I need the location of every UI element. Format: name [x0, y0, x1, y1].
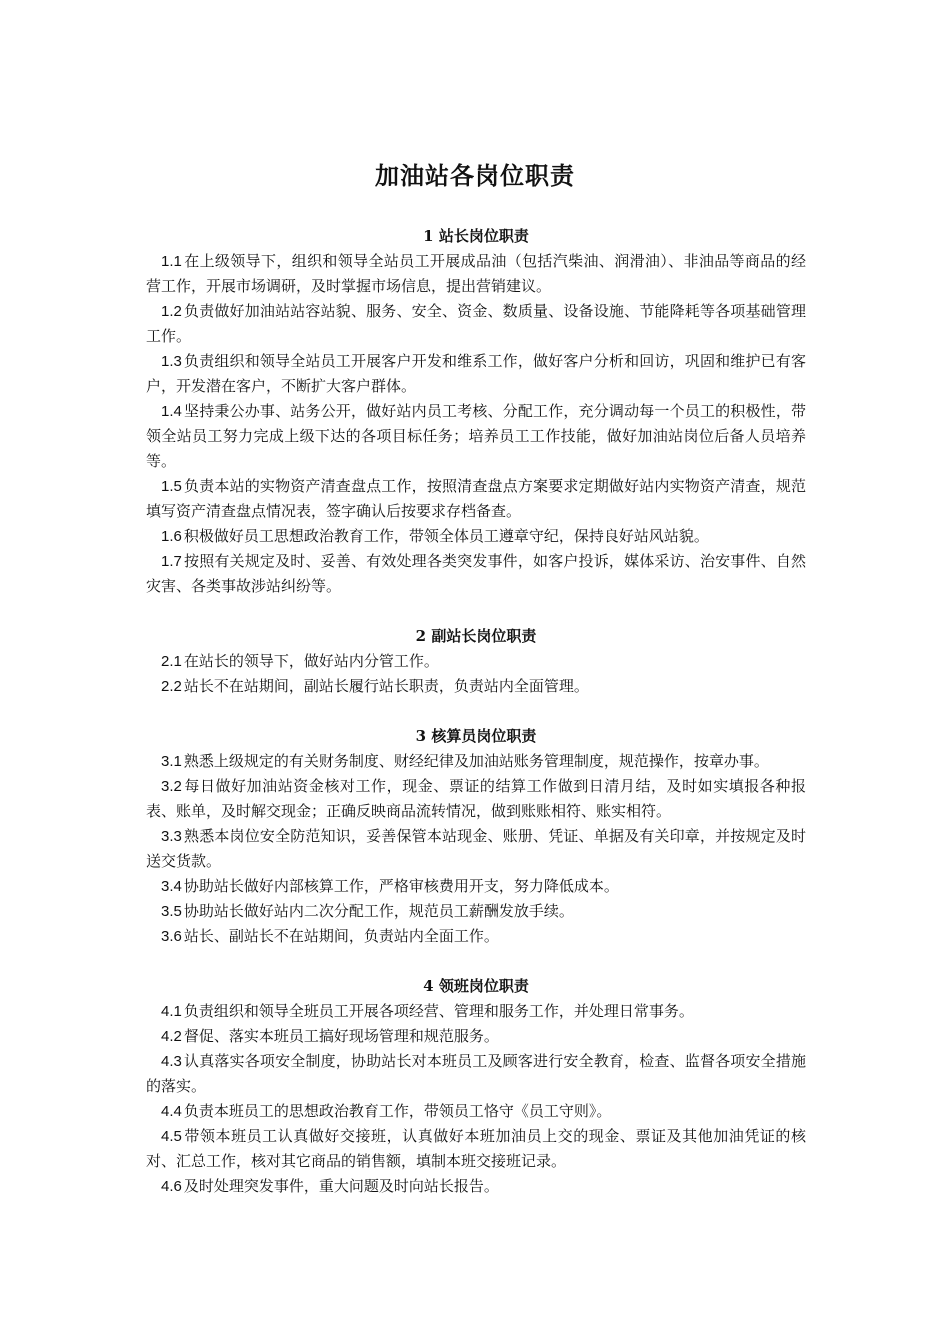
item-text: 负责做好加油站站容站貌、服务、安全、资金、数质量、设备设施、节能降耗等各项基础管理工作。 [146, 302, 806, 345]
item-number: 4.2 [161, 1028, 182, 1045]
item-number: 1.3 [161, 353, 182, 370]
item-number: 4.4 [161, 1103, 182, 1120]
item-text: 每日做好加油站资金核对工作，现金、票证的结算工作做到日清月结，及时如实填报各种报表、账单，及时解交现金；正确反映商品流转情况，做到账账相符、账实相符。 [146, 777, 806, 820]
item-number: 2.1 [161, 653, 182, 670]
list-item [146, 1174, 806, 1199]
item-text: 负责组织和领导全班员工开展各项经营、管理和服务工作，并处理日常事务。 [183, 1002, 694, 1020]
list-item [146, 1024, 806, 1049]
list-item [146, 349, 806, 399]
list-item [146, 824, 806, 874]
item-number: 3.6 [161, 928, 182, 945]
section-deputy-manager [146, 624, 806, 699]
section-heading: 3 核算员岗位职责 [415, 727, 537, 745]
section-heading: 2 副站长岗位职责 [415, 627, 537, 645]
document-body [146, 224, 806, 1199]
section-heading: 1 站长岗位职责 [423, 227, 529, 245]
list-item [146, 674, 806, 699]
item-number: 1.4 [161, 403, 182, 420]
list-item [146, 399, 806, 474]
item-number: 1.5 [161, 478, 182, 495]
section-spacer [146, 599, 806, 624]
item-number: 2.2 [161, 678, 182, 695]
item-text: 坚持秉公办事、站务公开，做好站内员工考核、分配工作，充分调动每一个员工的积极性，带领全站员工努力完成上级下达的各项目标任务；培养员工工作技能，做好加油站岗位后备人员培养等。 [146, 402, 806, 470]
list-item [146, 249, 806, 299]
section-spacer [146, 699, 806, 724]
item-number: 3.5 [161, 903, 182, 920]
list-item [146, 899, 806, 924]
list-item [146, 999, 806, 1024]
item-text: 带领本班员工认真做好交接班，认真做好本班加油员上交的现金、票证及其他加油凭证的核对、汇总工作，核对其它商品的销售额，填制本班交接班记录。 [146, 1127, 806, 1170]
item-text: 熟悉本岗位安全防范知识，妥善保管本站现金、账册、凭证、单据及有关印章，并按规定及时送交货款。 [146, 827, 806, 870]
item-text: 在上级领导下，组织和领导全站员工开展成品油（包括汽柴油、润滑油）、非油品等商品的经营工作，开展市场调研，及时掌握市场信息，提出营销建议。 [146, 252, 806, 295]
item-text: 在站长的领导下，做好站内分管工作。 [183, 652, 439, 670]
item-number: 3.3 [161, 828, 182, 845]
section-station-manager [146, 224, 806, 599]
item-text: 负责本站的实物资产清查盘点工作，按照清查盘点方案要求定期做好站内实物资产清查，规范填写资产清查盘点情况表，签字确认后按要求存档备查。 [146, 477, 806, 520]
section-shift-leader [146, 974, 806, 1199]
item-text: 督促、落实本班员工搞好现场管理和规范服务。 [183, 1027, 499, 1045]
item-text: 按照有关规定及时、妥善、有效处理各类突发事件，如客户投诉，媒体采访、治安事件、自然灾害、各类事故涉站纠纷等。 [146, 552, 806, 595]
item-text: 协助站长做好内部核算工作，严格审核费用开支，努力降低成本。 [183, 877, 619, 895]
item-number: 3.4 [161, 878, 182, 895]
item-text: 站长、副站长不在站期间，负责站内全面工作。 [183, 927, 499, 945]
section-spacer [146, 949, 806, 974]
section-heading: 4 领班岗位职责 [423, 977, 529, 995]
list-item [146, 774, 806, 824]
item-number: 1.6 [161, 528, 182, 545]
item-text: 负责组织和领导全站员工开展客户开发和维系工作，做好客户分析和回访，巩固和维护已有客户，开发潜在客户，不断扩大客户群体。 [146, 352, 806, 395]
item-text: 熟悉上级规定的有关财务制度、财经纪律及加油站账务管理制度，规范操作，按章办事。 [183, 752, 769, 770]
item-text: 认真落实各项安全制度，协助站长对本班员工及顾客进行安全教育，检查、监督各项安全措施的落实。 [146, 1052, 806, 1095]
section-accountant [146, 724, 806, 949]
item-number: 1.2 [161, 303, 182, 320]
item-number: 4.6 [161, 1178, 182, 1195]
item-number: 3.2 [161, 778, 182, 795]
item-number: 3.1 [161, 753, 182, 770]
list-item [146, 524, 806, 549]
list-item [146, 1099, 806, 1124]
item-text: 协助站长做好站内二次分配工作，规范员工薪酬发放手续。 [183, 902, 574, 920]
list-item [146, 649, 806, 674]
list-item [146, 924, 806, 949]
item-text: 积极做好员工思想政治教育工作，带领全体员工遵章守纪，保持良好站风站貌。 [183, 527, 709, 545]
item-number: 1.1 [161, 253, 182, 270]
document-title: 加油站各岗位职责 [375, 161, 575, 190]
list-item [146, 474, 806, 524]
list-item [146, 549, 806, 599]
list-item [146, 1049, 806, 1099]
item-number: 4.3 [161, 1053, 182, 1070]
item-text: 站长不在站期间，副站长履行站长职责，负责站内全面管理。 [183, 677, 589, 695]
item-number: 1.7 [161, 553, 182, 570]
list-item [146, 874, 806, 899]
item-text: 及时处理突发事件，重大问题及时向站长报告。 [183, 1177, 499, 1195]
list-item [146, 299, 806, 349]
list-item [146, 749, 806, 774]
item-number: 4.5 [161, 1128, 182, 1145]
item-number: 4.1 [161, 1003, 182, 1020]
list-item [146, 1124, 806, 1174]
item-text: 负责本班员工的思想政治教育工作，带领员工恪守《员工守则》。 [183, 1102, 612, 1120]
